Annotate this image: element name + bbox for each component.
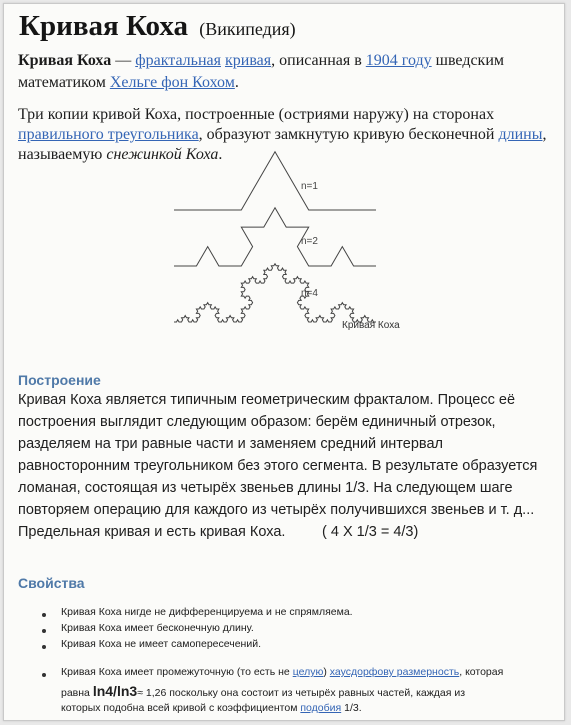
property-item-1: Кривая Коха нигде не дифференцируема и не спрямляема. bbox=[61, 606, 353, 618]
property-item-4-line-2 bbox=[61, 683, 465, 699]
intro-end: . bbox=[234, 74, 239, 91]
property-item-3: Кривая Коха не имеет самопересечений. bbox=[61, 638, 261, 650]
construction-line-1: Кривая Коха является типичным геометрическим фракталом. Процесс её bbox=[18, 392, 516, 408]
prop4-text1: Кривая Коха имеет промежуточную (то есть не bbox=[61, 666, 293, 678]
construction-line-7: Предельная кривая и есть кривая Коха. bbox=[18, 524, 286, 540]
para2-mid: , образуют замкнутую кривую бесконечной bbox=[198, 126, 499, 143]
bullet-2 bbox=[42, 629, 46, 633]
title-text: Кривая Коха bbox=[19, 10, 188, 42]
bullet-3 bbox=[42, 645, 46, 649]
intro-dash: — bbox=[111, 52, 136, 69]
prop4-text2: ) bbox=[323, 666, 330, 678]
bullet-4 bbox=[42, 673, 46, 677]
label-n4: n=4 bbox=[301, 288, 318, 299]
construction-line-6: повторяем операцию для каждого из четырёх получившихся звеньев и т. д... bbox=[18, 502, 535, 518]
koch-figure bbox=[4, 4, 564, 344]
para2-line-1: Три копии кривой Коха, построенные (остриями наружу) на сторонах bbox=[18, 106, 495, 123]
link-whole[interactable]: целую bbox=[292, 666, 324, 678]
bullet-1 bbox=[42, 613, 46, 617]
koch-curve-n2 bbox=[174, 208, 376, 266]
construction-line-4: равносторонним треугольником без этого сегмента. В результате образуется bbox=[18, 458, 538, 474]
intro-described: , описанная в bbox=[271, 52, 366, 69]
prop4-text6: 1/3. bbox=[341, 702, 362, 714]
title-source: (Википедия) bbox=[199, 19, 296, 39]
property-item-2: Кривая Коха имеет бесконечную длину. bbox=[61, 622, 254, 634]
para2-emph: снежинкой Коха bbox=[106, 146, 219, 163]
prop4-text5: которых подобна всей кривой с коэффициентом bbox=[61, 702, 301, 714]
link-similarity[interactable]: подобия bbox=[300, 702, 342, 714]
heading-construction: Построение bbox=[18, 372, 101, 388]
formula-ln4-ln3: ln4/ln3 bbox=[92, 683, 138, 699]
construction-line-2: построения выглядит следующим образом: берём единичный отрезок, bbox=[18, 414, 496, 430]
koch-curve-n4 bbox=[174, 264, 376, 322]
intro-swedish: шведским bbox=[431, 52, 505, 69]
prop4-value: ≈ 1,26 bbox=[137, 687, 167, 699]
construction-line-5: ломаная, состоящая из четырёх звеньев длины 1/3. На следующем шаге bbox=[18, 480, 513, 496]
figure-caption: Кривая Коха bbox=[342, 320, 400, 331]
para2-end: . bbox=[218, 146, 223, 163]
link-curve[interactable]: кривая bbox=[224, 52, 272, 69]
link-hausdorff-dimension[interactable]: хаусдорфову размерность bbox=[329, 666, 460, 678]
scanned-page bbox=[3, 3, 565, 721]
property-item-4-line-3 bbox=[61, 702, 362, 714]
prop4-text4: поскольку она состоит из четырёх равных частей, каждая из bbox=[166, 687, 466, 699]
link-triangle[interactable]: правильного треугольника bbox=[18, 126, 199, 143]
koch-curve-n1 bbox=[174, 152, 376, 210]
construction-line-3: разделяем на три равные части и заменяем средний интервал bbox=[18, 436, 443, 452]
prop4-text3: , которая bbox=[459, 666, 504, 678]
label-n2: n=2 bbox=[301, 236, 318, 247]
intro-math: математиком bbox=[18, 74, 110, 91]
link-person[interactable]: Хельге фон Кохом bbox=[109, 74, 235, 91]
link-length[interactable]: длины bbox=[498, 126, 543, 143]
property-item-4-line-1 bbox=[61, 666, 503, 678]
link-fractal[interactable]: фрактальная bbox=[135, 52, 221, 69]
heading-properties: Свойства bbox=[18, 575, 85, 591]
link-year[interactable]: 1904 году bbox=[365, 52, 432, 69]
label-n1: n=1 bbox=[301, 181, 318, 192]
intro-term: Кривая Коха bbox=[18, 52, 112, 69]
para2-called: называемую bbox=[18, 146, 107, 163]
para2-comma: , bbox=[542, 126, 547, 143]
prop4-equal: равна bbox=[61, 687, 93, 699]
construction-note: ( 4 X 1/3 = 4/3) bbox=[322, 524, 419, 540]
